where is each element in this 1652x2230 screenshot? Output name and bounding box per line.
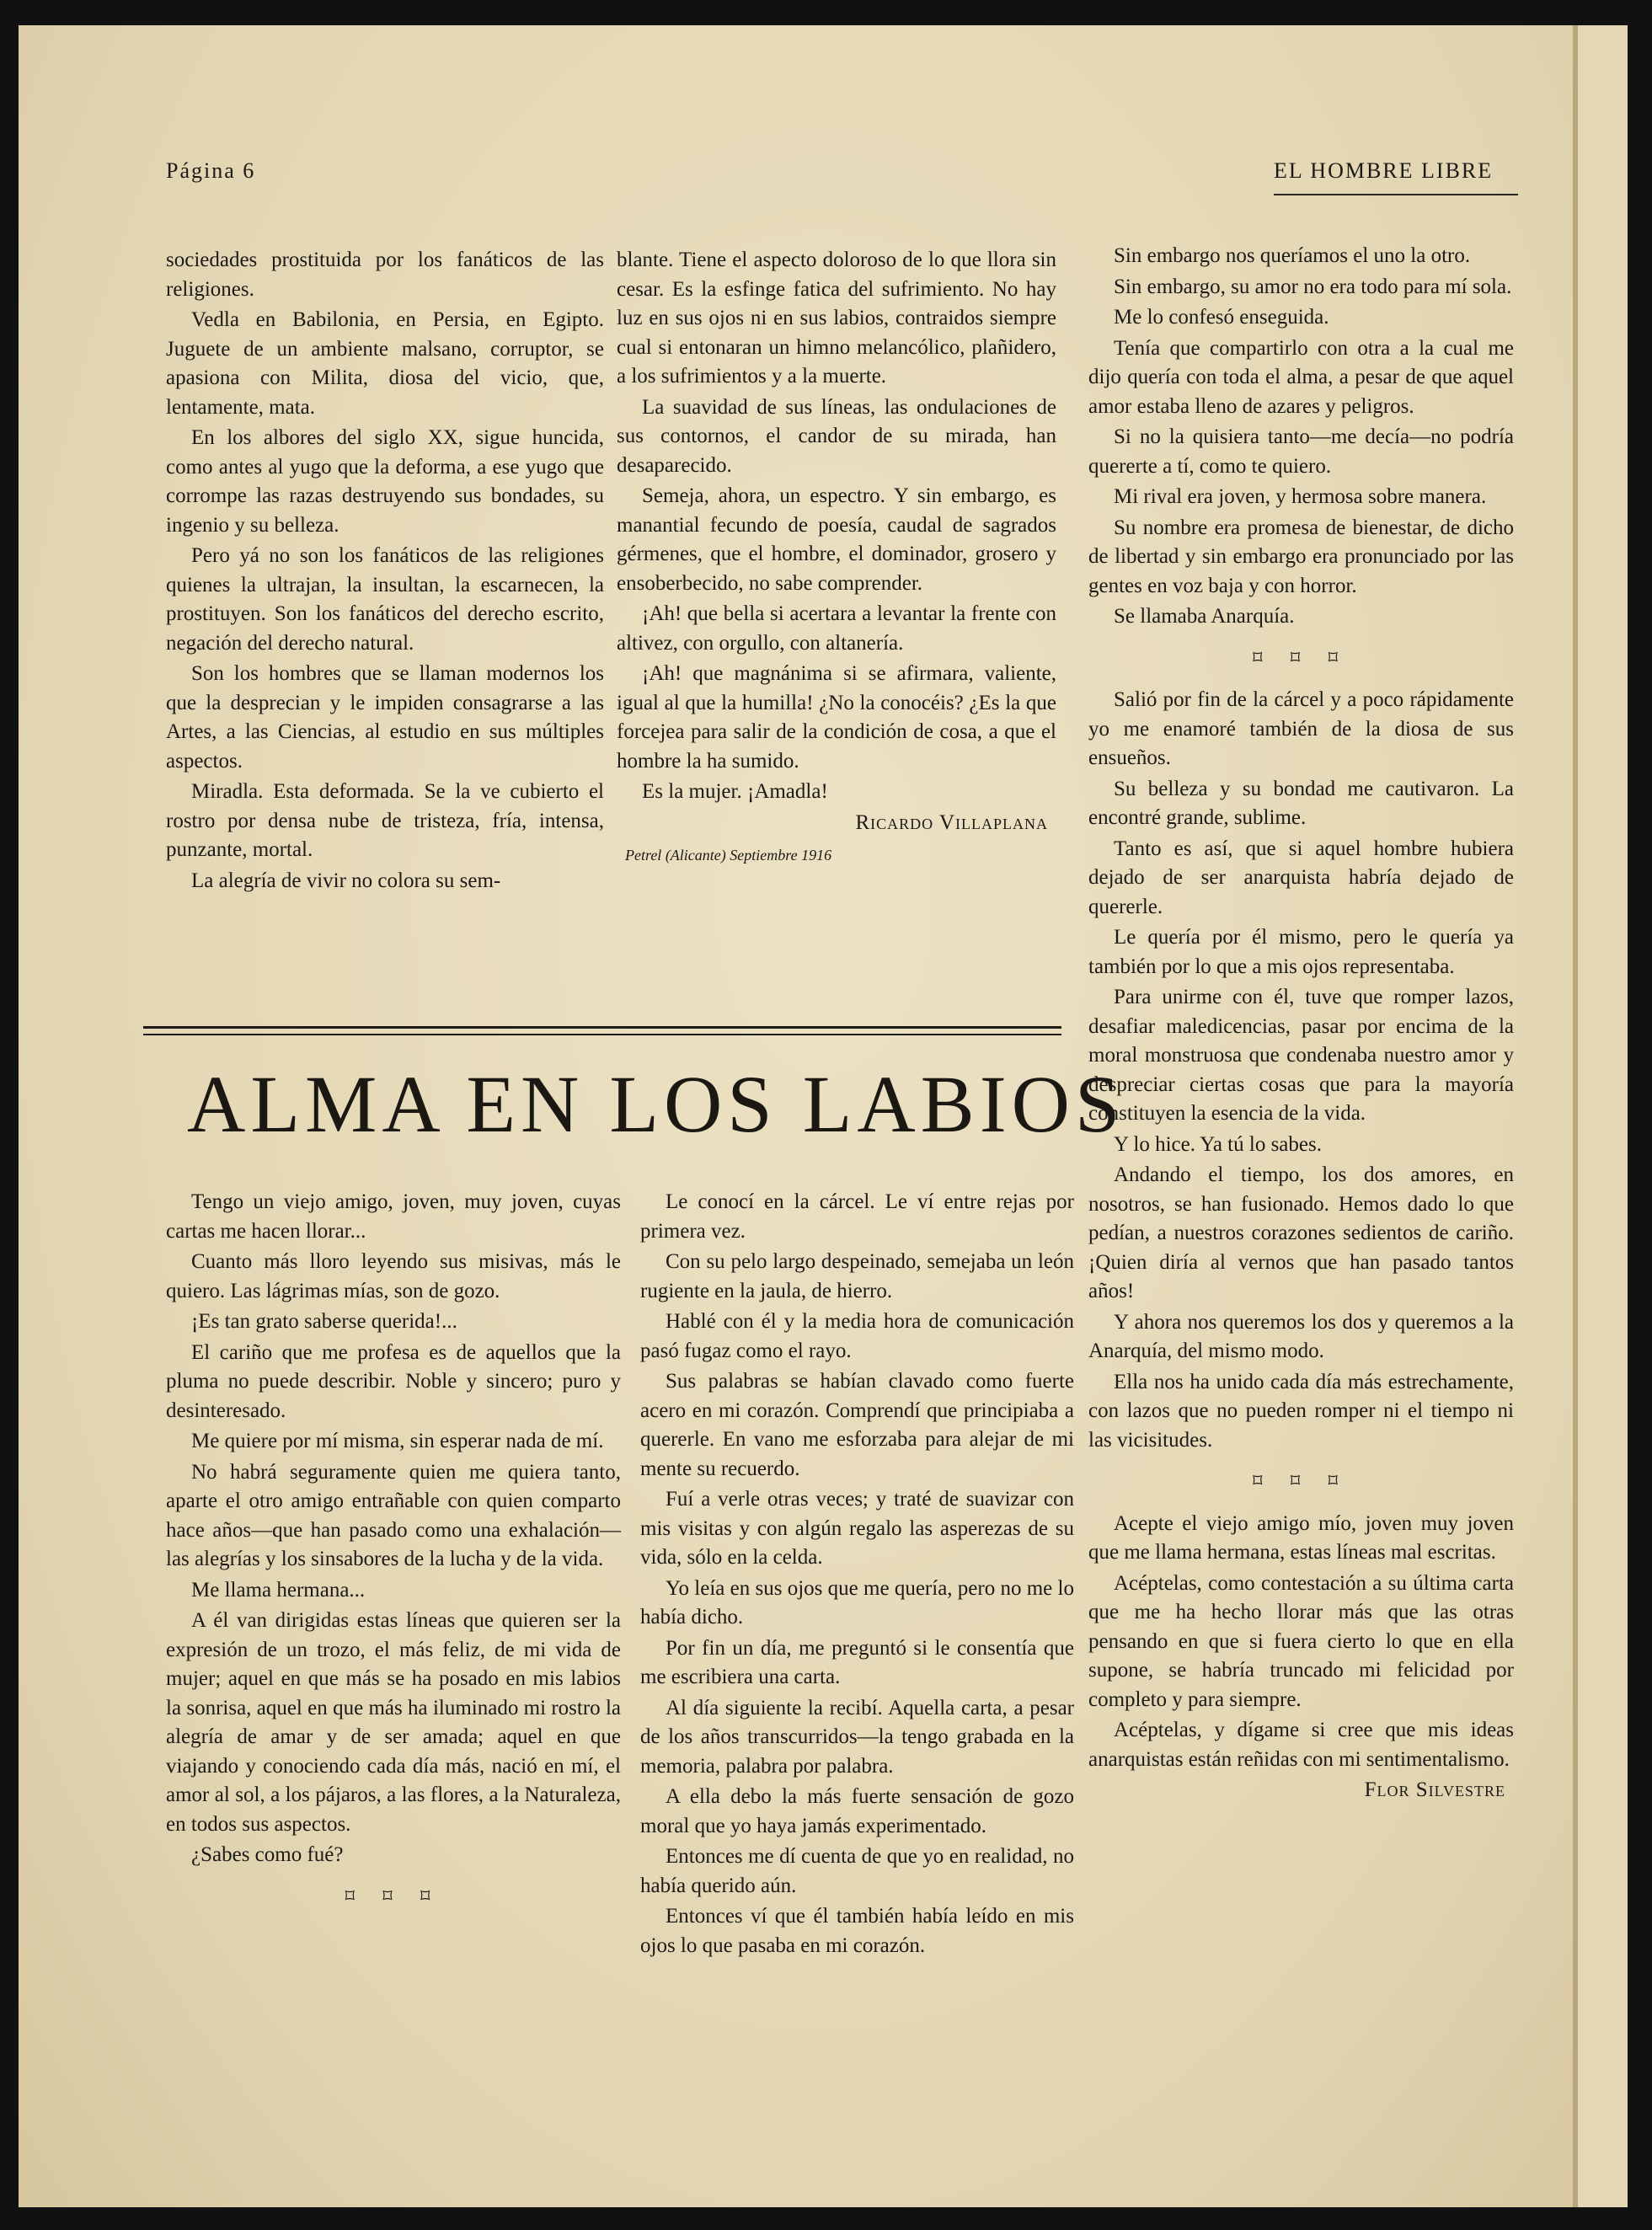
paragraph: Fuí a verle otras veces; y traté de suavizar con mis visitas y con algún regalo las asperezas de su vida, sólo en la celda. <box>640 1488 1074 1569</box>
section-rule-thin <box>143 1034 1061 1035</box>
paragraph: blante. Tiene el aspecto doloroso de lo que llora sin cesar. Es la esfinge fatica del sufrimiento. No hay luz en sus ojos ni en sus labios, contraidos siempre cual si entonaran un himno melancólico, plañidero, a los sufrimientos y a la muerte. <box>617 249 1056 388</box>
paragraph: Ella nos ha unido cada día más estrechamente, con lazos que no pueden romper ni el tiempo ni las vicisitudes. <box>1088 1370 1514 1452</box>
paragraph: Son los hombres que se llaman modernos los que la desprecian y le impiden consagrarse a las Artes, a las Ciencias, al estudio en sus múltiples aspectos. <box>166 662 604 773</box>
adjacent-page-edge <box>1578 25 1628 2207</box>
paragraph: Tengo un viejo amigo, joven, muy joven, cuyas cartas me hacen llorar... <box>166 1190 621 1243</box>
article1-dateline: Petrel (Alicante) Septiembre 1916 <box>625 847 832 864</box>
paragraph: Su nombre era promesa de bienestar, de dicho de libertad y sin embargo era pronunciado por las gentes en voz baja y con horror. <box>1088 516 1514 597</box>
paragraph: Sin embargo nos queríamos el uno la otro. <box>1114 244 1471 267</box>
paragraph: Le quería por él mismo, pero le quería ya también por lo que a mis ojos representaba. <box>1088 926 1514 978</box>
page-number: Página 6 <box>166 158 256 183</box>
paragraph: Acéptelas, y dígame si cree que mis ideas anarquistas están reñidas con mi sentimentalismo. <box>1088 1719 1514 1771</box>
article1-signature: Ricardo Villaplana <box>855 810 1048 834</box>
paragraph: Vedla en Babilonia, en Persia, en Egipto. Juguete de un ambiente malsano, corruptor, se apasiona con Milita, diosa del vicio, que, lentamente, mata. <box>166 308 604 419</box>
paragraph: Le conocí en la cárcel. Le ví entre rejas por primera vez. <box>640 1190 1074 1243</box>
paragraph: A él van dirigidas estas líneas que quieren ser la expresión de un trozo, el más feliz, de mi vida de mujer; aquel en que más se ha posado en mis labios la sonrisa, aquel en que más ha iluminado mi rostro la alegría de amar y de ser amada; aquel en que viajando y conociendo cada día más, nació en mí, el amor al sol, a los pájaros, a las flores, a la Naturaleza, en todos sus aspectos. <box>166 1609 621 1836</box>
paragraph: Acéptelas, como contestación a su última carta que me ha hecho llorar más que las otras pensando en que si fuera cierto lo que en ella supone, se habría truncado mi felicidad por completo y para siempre. <box>1088 1571 1514 1711</box>
paragraph: Hablé con él y la media hora de comunicación pasó fugaz como el rayo. <box>640 1310 1074 1362</box>
paragraph: Semeja, ahora, un espectro. Y sin embargo, es manantial fecundo de poesía, caudal de sagrados gérmenes, que el hombre, el dominador, grosero y ensoberbecido, no sabe comprender. <box>617 484 1056 595</box>
paragraph: El cariño que me profesa es de aquellos que la pluma no puede describir. Noble y sincero; puro y desinteresado. <box>166 1340 621 1422</box>
article2-signature: Flor Silvestre <box>1364 1778 1505 1801</box>
paragraph: Su belleza y su bondad me cautivaron. La encontré grande, sublime. <box>1088 777 1514 829</box>
paragraph: Pero yá no son los fanáticos de las religiones quienes la ultrajan, la insultan, la escarnecen, la prostituyen. Son los fanáticos del derecho escrito, negación del derecho natural. <box>166 544 604 655</box>
newspaper-name: EL HOMBRE LIBRE <box>1274 158 1494 183</box>
paragraph: Y ahora nos queremos los dos y queremos a la Anarquía, del mismo modo. <box>1088 1310 1514 1362</box>
paragraph: sociedades prostituida por los fanáticos de las religiones. <box>166 249 604 301</box>
paragraph: Sin embargo, su amor no era todo para mí sola. <box>1114 275 1512 298</box>
paragraph: Por fin un día, me preguntó si le consentía que me escribiera una carta. <box>640 1636 1074 1688</box>
paragraph: Sus palabras se habían clavado como fuerte acero en mi corazón. Comprendí que principiaba a quererle. En vano me esforzaba para alejar de mi mente su recuerdo. <box>640 1370 1074 1480</box>
paragraph: Mi rival era joven, y hermosa sobre manera. <box>1114 485 1487 508</box>
paragraph: Miradla. Esta deformada. Se la ve cubierto el rostro por densa nube de tristeza, fría, intensa, punzante, mortal. <box>166 780 604 861</box>
header-underline <box>1274 194 1518 195</box>
paragraph: Con su pelo largo despeinado, semejaba un león rugiente en la jaula, de hierro. <box>640 1250 1074 1302</box>
paragraph: Me quiere por mí misma, sin esperar nada de mí. <box>191 1430 604 1452</box>
article2-column1 <box>166 1188 621 1924</box>
section-ornament: ⌑ ⌑ ⌑ <box>1253 646 1350 668</box>
paragraph: La alegría de vivir no colora su sem- <box>191 869 501 892</box>
paragraph: Acepte el viejo amigo mío, joven muy joven que me llama hermana, estas líneas mal escritas. <box>1088 1511 1514 1564</box>
paragraph: Andando el tiempo, los dos amores, en nosotros, se han fusionado. Hemos dado lo que pedían, a nuestros corazones sedientos de cariño. ¡Quien diría al vernos que han pasado tantos años! <box>1088 1163 1514 1302</box>
paragraph: Y lo hice. Ya tú lo sabes. <box>1114 1132 1322 1156</box>
paragraph: La suavidad de sus líneas, las ondulaciones de sus contornos, el candor de su mirada, han desaparecido. <box>617 395 1056 477</box>
section-ornament: ⌑ ⌑ ⌑ <box>345 1885 442 1906</box>
paragraph: En los albores del siglo XX, sigue huncida, como antes al yugo que la deforma, a ese yugo que corrompe las razas destruyendo sus bondades, su ingenio y su belleza. <box>166 426 604 537</box>
paragraph: Si no la quisiera tanto—me decía—no podría quererte a tí, como te quiero. <box>1088 425 1514 478</box>
paragraph: Salió por fin de la cárcel y a poco rápidamente yo me enamoré también de la diosa de sus ensueños. <box>1088 688 1514 769</box>
newspaper-page <box>19 25 1628 2207</box>
paragraph: Para unirme con él, tuve que romper lazos, desafiar maledicencias, pasar por encima de la moral monstruosa que condenaba nuestro amor y despreciar ciertas cosas que para la mayoría constituyen la esencia de la vida. <box>1088 986 1514 1125</box>
paragraph: ¡Ah! que bella si acertara a levantar la frente con altivez, con orgullo, con altanería. <box>617 602 1056 655</box>
paragraph: Me llama hermana... <box>191 1578 366 1602</box>
paragraph: ¡Ah! que magnánima si se afirmara, valiente, igual al que la humilla! ¿No la conocéis? ¿Es la que forcejea para salir de la condición de cosa, a que el hombre la ha sumido. <box>617 662 1056 773</box>
paragraph: Tenía que compartirlo con otra a la cual me dijo quería con toda el alma, a pesar de que aquel amor estaba lleno de azares y peligros. <box>1088 336 1514 418</box>
paragraph: A ella debo la más fuerte sensación de gozo moral que yo haya jamás experimentado. <box>640 1785 1074 1837</box>
article1-column2 <box>617 246 1056 872</box>
section-rule-thick <box>143 1026 1061 1029</box>
paragraph: ¿Sabes como fué? <box>191 1843 344 1866</box>
paragraph: Es la mujer. ¡Amadla! <box>642 780 828 803</box>
paragraph: Al día siguiente la recibí. Aquella carta, a pesar de los años transcurridos—la tengo grabada en la memoria, palabra por palabra. <box>640 1696 1074 1778</box>
article2-headline: ALMA EN LOS LABIOS <box>187 1059 1125 1149</box>
paragraph: ¡Es tan grato saberse querida!... <box>191 1310 457 1333</box>
paragraph: Cuanto más lloro leyendo sus misivas, más le quiero. Las lágrimas mías, son de gozo. <box>166 1250 621 1302</box>
paragraph: Entonces me dí cuenta de que yo en realidad, no había querido aún. <box>640 1845 1074 1897</box>
article2-column2 <box>640 1188 1074 1962</box>
paragraph: Se llamaba Anarquía. <box>1114 605 1295 628</box>
section-ornament: ⌑ ⌑ ⌑ <box>1253 1470 1350 1491</box>
paragraph: Yo leía en sus ojos que me quería, pero no me lo había dicho. <box>640 1576 1074 1628</box>
paragraph: Tanto es así, que si aquel hombre hubiera dejado de ser anarquista habría dejado de quererle. <box>1088 837 1514 918</box>
article1-column1 <box>166 246 604 897</box>
article2-column3 <box>1088 242 1514 1807</box>
paragraph: Entonces ví que él también había leído en mis ojos lo que pasaba en mi corazón. <box>640 1905 1074 1957</box>
paragraph: No habrá seguramente quien me quiera tanto, aparte el otro amigo entrañable con quien comparto hace años—que han pasado como una exhalación—las alegrías y los sinsabores de la lucha y de la vida. <box>166 1460 621 1570</box>
paragraph: Me lo confesó enseguida. <box>1114 306 1329 329</box>
